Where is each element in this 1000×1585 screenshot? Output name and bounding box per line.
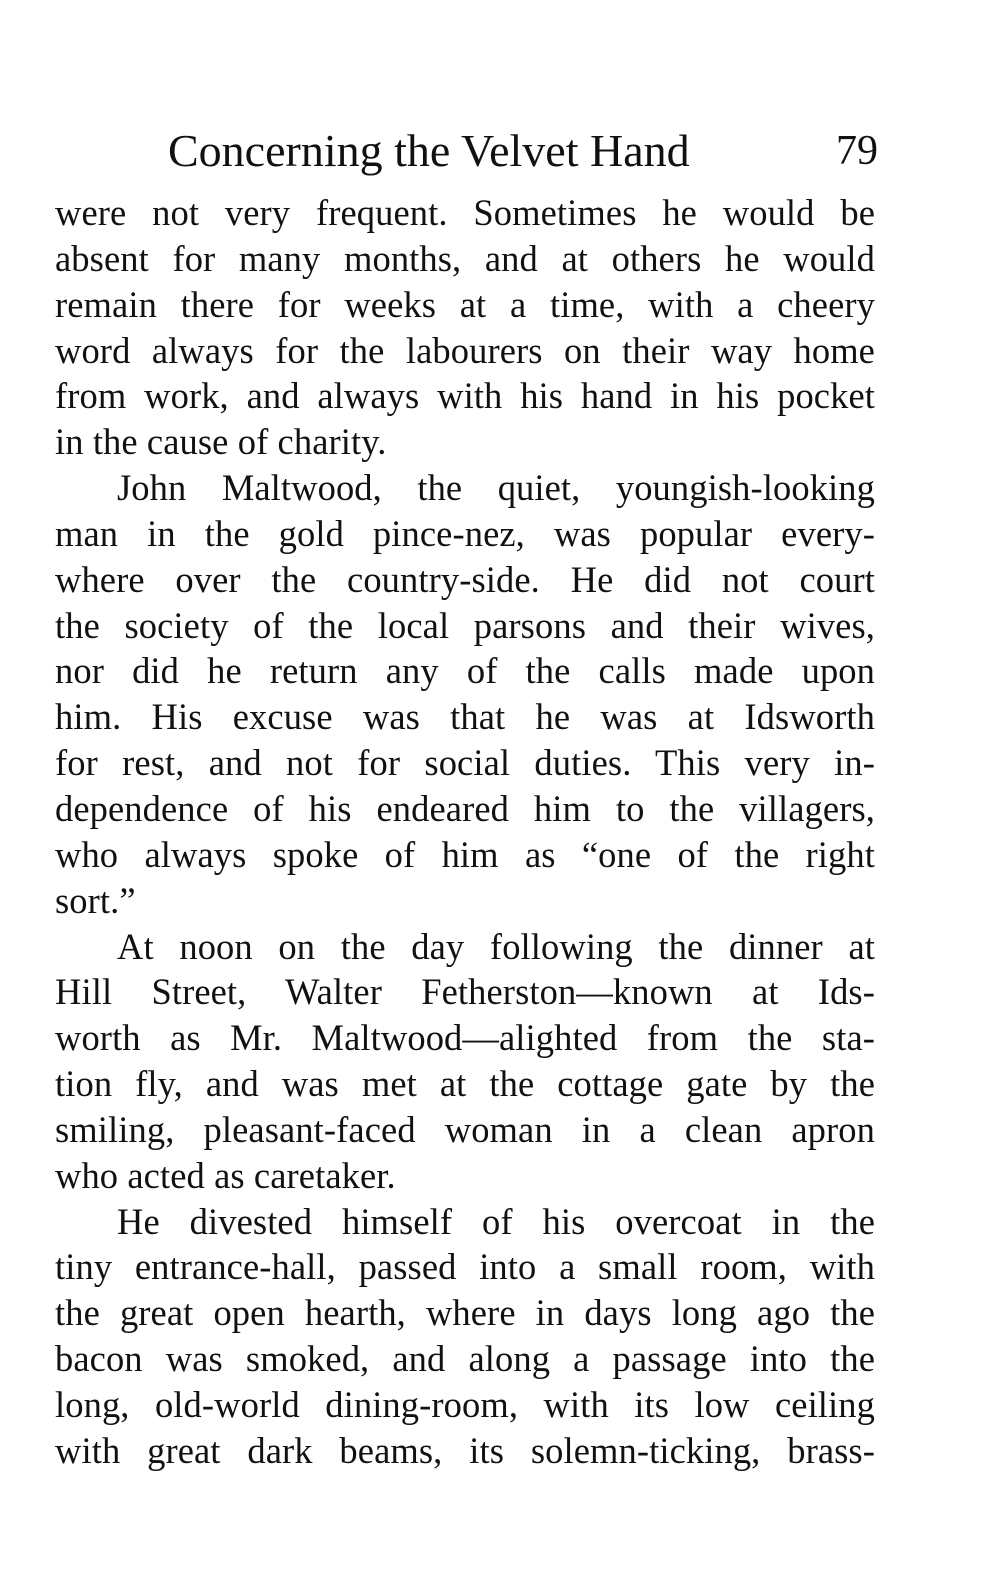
text-line: the society of the local parsons and their wives, xyxy=(55,604,875,646)
text-line: remain there for weeks at a time, with a cheery xyxy=(55,283,875,325)
paragraph-start-line: At noon on the day following the dinner at xyxy=(117,925,875,967)
text-line: from work, and always with his hand in his pocket xyxy=(55,375,875,417)
running-title: Concerning the Velvet Hand xyxy=(168,125,690,176)
text-line: for rest, and not for social duties. This very in- xyxy=(55,742,875,784)
text-line: the great open hearth, where in days long ago the xyxy=(55,1292,875,1334)
text-line: man in the gold pince-nez, was popular every- xyxy=(55,512,875,554)
text-line: Hill Street, Walter Fetherston—known at Ids- xyxy=(55,971,875,1013)
page-number: 79 xyxy=(836,128,878,174)
text-line: tion fly, and was met at the cottage gate by the xyxy=(55,1063,875,1105)
body-text xyxy=(55,190,875,1474)
text-line: tiny entrance-hall, passed into a small room, with xyxy=(55,1246,875,1288)
paragraph-end-line: in the cause of charity. xyxy=(55,421,387,463)
paragraph-start-line: John Maltwood, the quiet, youngish-looking xyxy=(117,467,875,509)
text-line: nor did he return any of the calls made upon xyxy=(55,650,875,692)
paragraph-end-line: who acted as caretaker. xyxy=(55,1154,396,1196)
text-line: dependence of his endeared him to the villagers, xyxy=(55,787,875,829)
paragraph-start-line: He divested himself of his overcoat in the xyxy=(117,1200,875,1242)
text-line: where over the country-side. He did not court xyxy=(55,558,875,600)
text-line: word always for the labourers on their way home xyxy=(55,329,875,371)
text-line: him. His excuse was that he was at Idsworth xyxy=(55,696,875,738)
text-line: bacon was smoked, and along a passage into the xyxy=(55,1338,875,1380)
text-line: smiling, pleasant-faced woman in a clean apron xyxy=(55,1108,875,1150)
running-head xyxy=(168,120,878,182)
text-line: absent for many months, and at others he would xyxy=(55,237,875,279)
text-line: were not very frequent. Sometimes he would be xyxy=(55,192,875,233)
text-line: with great dark beams, its solemn-ticking, brass- xyxy=(55,1429,875,1471)
paragraph-end-line: sort.” xyxy=(55,879,136,921)
text-line: who always spoke of him as “one of the right xyxy=(55,833,875,875)
text-line: long, old-world dining-room, with its low ceiling xyxy=(55,1383,875,1425)
text-line: worth as Mr. Maltwood—alighted from the sta- xyxy=(55,1017,875,1059)
